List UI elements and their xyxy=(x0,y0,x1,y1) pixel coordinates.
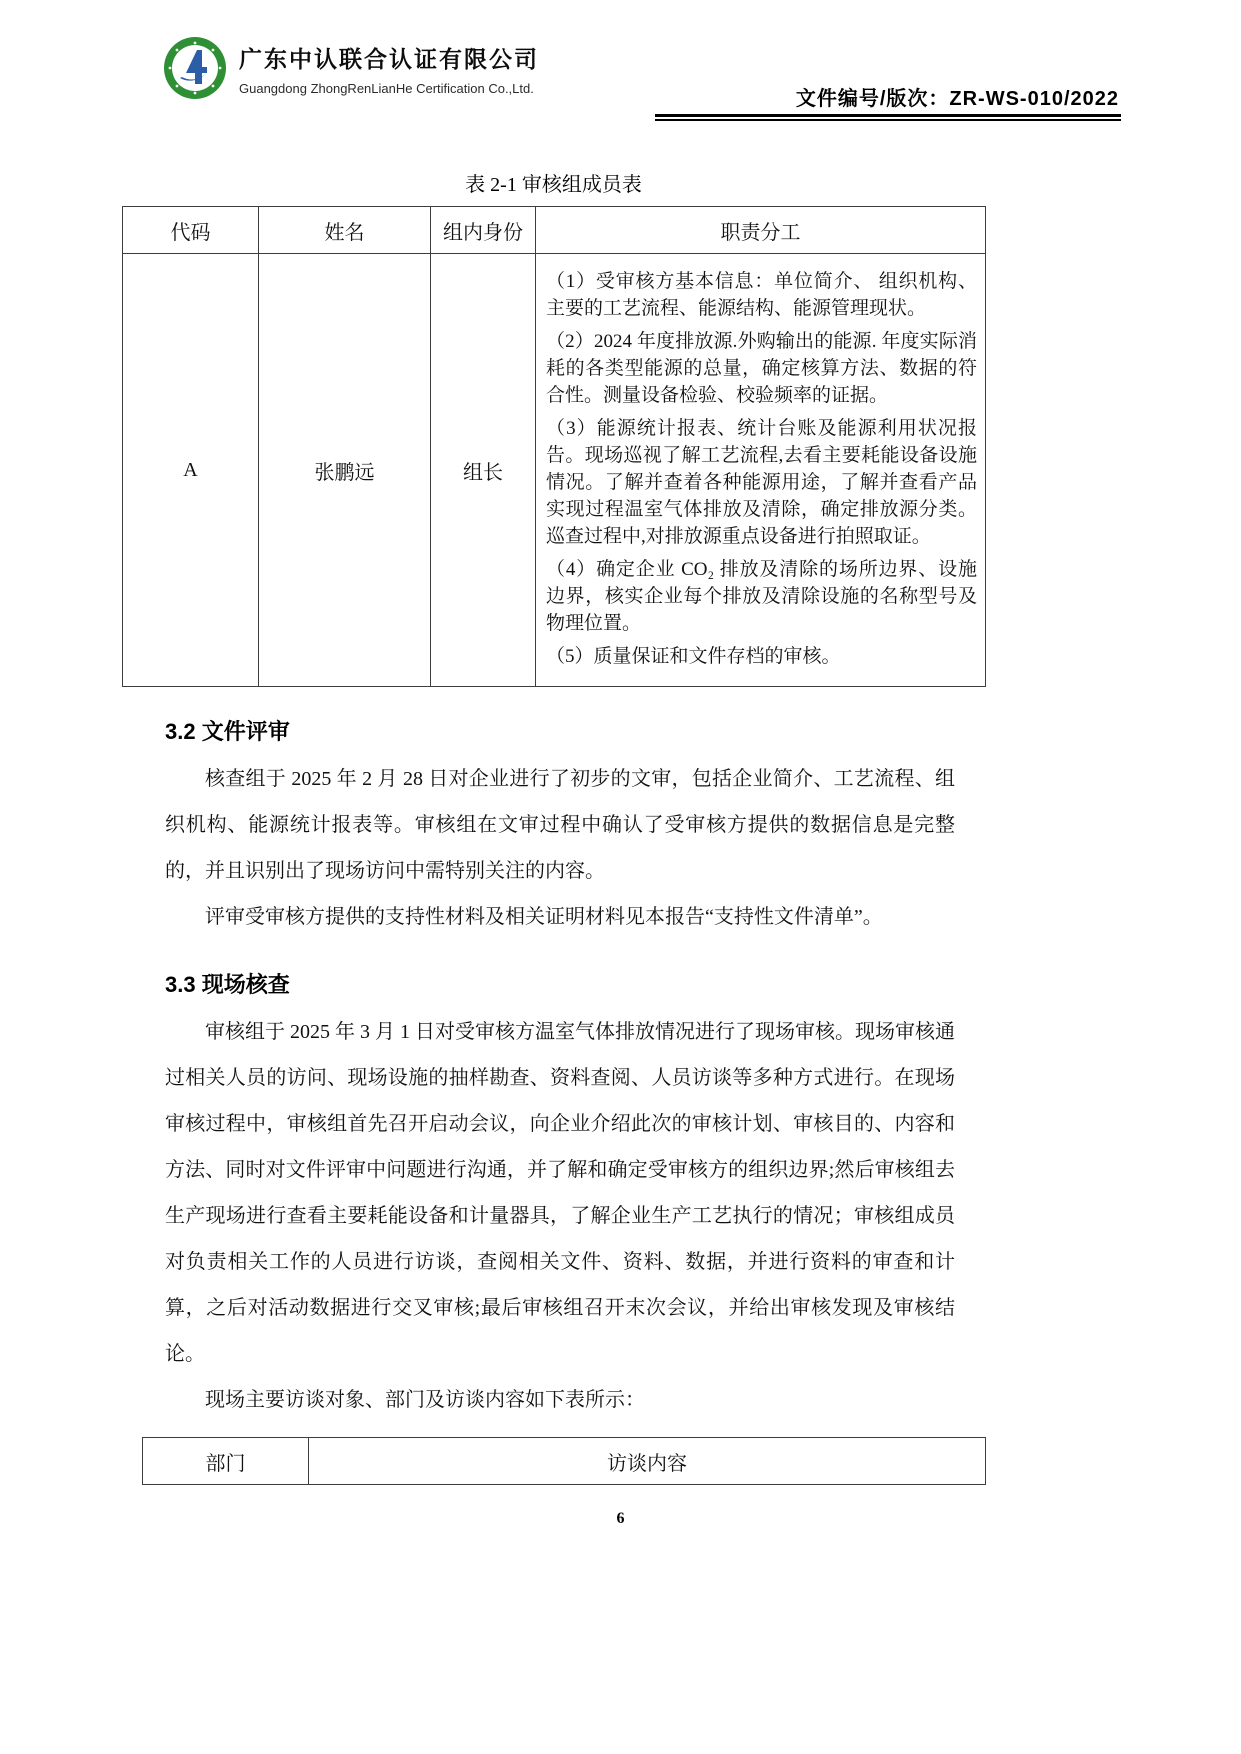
col-header-code: 代码 xyxy=(123,207,259,254)
section-3-2-paragraph-2: 评审受审核方提供的支持性材料及相关证明材料见本报告“支持性文件清单”。 xyxy=(205,906,883,928)
duty-item-4: （4）确定企业 CO₂ 排放及清除的场所边界、设施边界，核实企业每个排放及清除设施的名称型号及物理位置。 xyxy=(546,559,977,634)
members-table xyxy=(122,206,986,687)
interview-table xyxy=(142,1437,986,1485)
member-code: A xyxy=(123,254,259,687)
table-row xyxy=(123,254,986,687)
col-header-department: 部门 xyxy=(143,1438,309,1485)
members-table-title: 表 2-1 审核组成员表 xyxy=(465,174,642,196)
duty-item-1: （1）受审核方基本信息：单位简介、 组织机构、主要的工艺流程、能源结构、能源管理现状。 xyxy=(546,271,977,319)
section-3-3-paragraph-1: 审核组于 2025 年 3 月 1 日对受审核方温室气体排放情况进行了现场审核。现场审核通过相关人员的访问、现场设施的抽样勘查、资料查阅、人员访谈等多种方式进行。在现场审核过程中，审核组首先召开启动会议，向企业介绍此次的审核计划、审核目的、内容和方法、同时对文件评审中问题进行沟通，并了解和确定受审核方的组织边界;然后审核组去生产现场进行查看主要耗能设备和计量器具，了解企业生产工艺执行的情况；审核组成员对负责相关工作的人员进行访谈，查阅相关文件、资料、数据，并进行资料的审查和计算，之后对活动数据进行交叉审核;最后审核组召开末次会议，并给出审核发现及审核结论。 xyxy=(165,1021,955,1365)
header-double-rule xyxy=(655,114,1121,121)
page-number: 6 xyxy=(616,1510,625,1527)
col-header-interview-content: 访谈内容 xyxy=(309,1438,986,1485)
section-3-2-paragraph-1: 核查组于 2025 年 2 月 28 日对企业进行了初步的文审，包括企业简介、工艺流程、组织机构、能源统计报表等。审核组在文审过程中确认了受审核方提供的数据信息是完整的，并且识别出了现场访问中需特别关注的内容。 xyxy=(165,768,955,882)
company-names xyxy=(239,41,539,96)
member-duties xyxy=(536,254,986,687)
col-header-name: 姓名 xyxy=(259,207,431,254)
page-content xyxy=(122,168,985,1485)
company-name-cn: 广东中认联合认证有限公司 xyxy=(239,45,539,72)
duty-item-2: （2）2024 年度排放源.外购输出的能源. 年度实际消耗的各类型能源的总量，确定核算方法、数据的符合性。测量设备检验、校验频率的证据。 xyxy=(546,331,977,406)
company-name-en: Guangdong ZhongRenLianHe Certification Co.,Ltd. xyxy=(239,80,534,96)
member-role: 组长 xyxy=(431,254,536,687)
document-header xyxy=(163,36,539,100)
company-logo-icon xyxy=(163,36,227,100)
section-3-2-heading: 3.2 文件评审 xyxy=(165,719,290,744)
duty-item-3: （3）能源统计报表、统计台账及能源利用状况报告。现场巡视了解工艺流程,去看主要耗能设备设施情况。了解并查着各种能源用途，了解并查看产品实现过程温室气体排放及清除，确定排放源分类。巡查过程中,对排放源重点设备进行拍照取证。 xyxy=(546,418,977,547)
members-table-header-row xyxy=(123,207,986,254)
section-3-3-paragraph-2: 现场主要访谈对象、部门及访谈内容如下表所示： xyxy=(205,1389,645,1411)
doc-number: 文件编号/版次：ZR-WS-010/2022 xyxy=(795,88,1119,110)
col-header-role: 组内身份 xyxy=(431,207,536,254)
duty-item-5: （5）质量保证和文件存档的审核。 xyxy=(546,646,841,667)
interview-table-header-row xyxy=(143,1438,986,1485)
member-name: 张鹏远 xyxy=(259,254,431,687)
section-3-3-heading: 3.3 现场核查 xyxy=(165,972,290,997)
col-header-duties: 职责分工 xyxy=(536,207,986,254)
